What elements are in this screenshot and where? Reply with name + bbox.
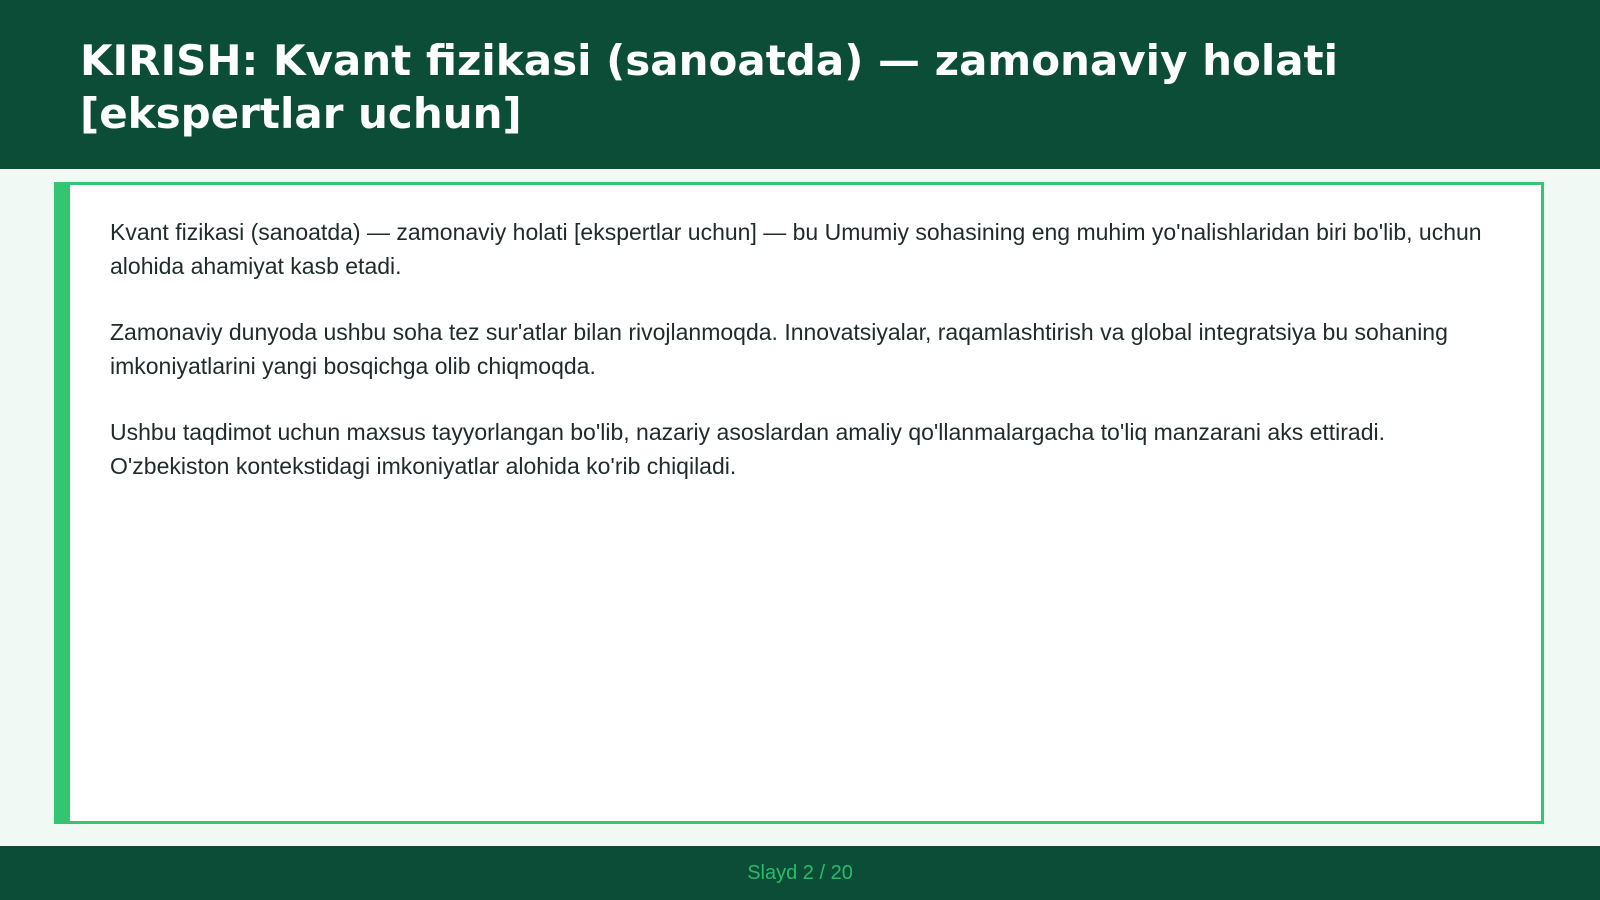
slide-header	[0, 0, 1600, 169]
slide-counter: Slayd 2 / 20	[747, 862, 853, 884]
intro-paragraph-1: Kvant fizikasi (sanoatda) — zamonaviy holati [ekspertlar uchun] — bu Umumiy sohasining eng muhim yo'nalishlaridan biri bo'lib, uchun alohida ahamiyat kasb etadi.	[110, 219, 1482, 279]
content-card	[54, 182, 1544, 824]
slide-footer	[0, 846, 1600, 900]
intro-paragraph-2: Zamonaviy dunyoda ushbu soha tez sur'atlar bilan rivojlanmoqda. Innovatsiyalar, raqamlashtirish va global integratsiya bu sohaning imkoniyatlarini yangi bosqichga olib chiqmoqda.	[110, 319, 1448, 379]
slide-title: KIRISH: Kvant fizikasi (sanoatda) — zamonaviy holati [ekspertlar uchun]	[80, 36, 1339, 138]
intro-paragraph-3: Ushbu taqdimot uchun maxsus tayyorlangan bo'lib, nazariy asoslardan amaliy qo'llanmalargacha to'liq manzarani aks ettiradi. O'zbekiston kontekstidagi imkoniyatlar alohida ko'rib chiqiladi.	[110, 419, 1386, 479]
